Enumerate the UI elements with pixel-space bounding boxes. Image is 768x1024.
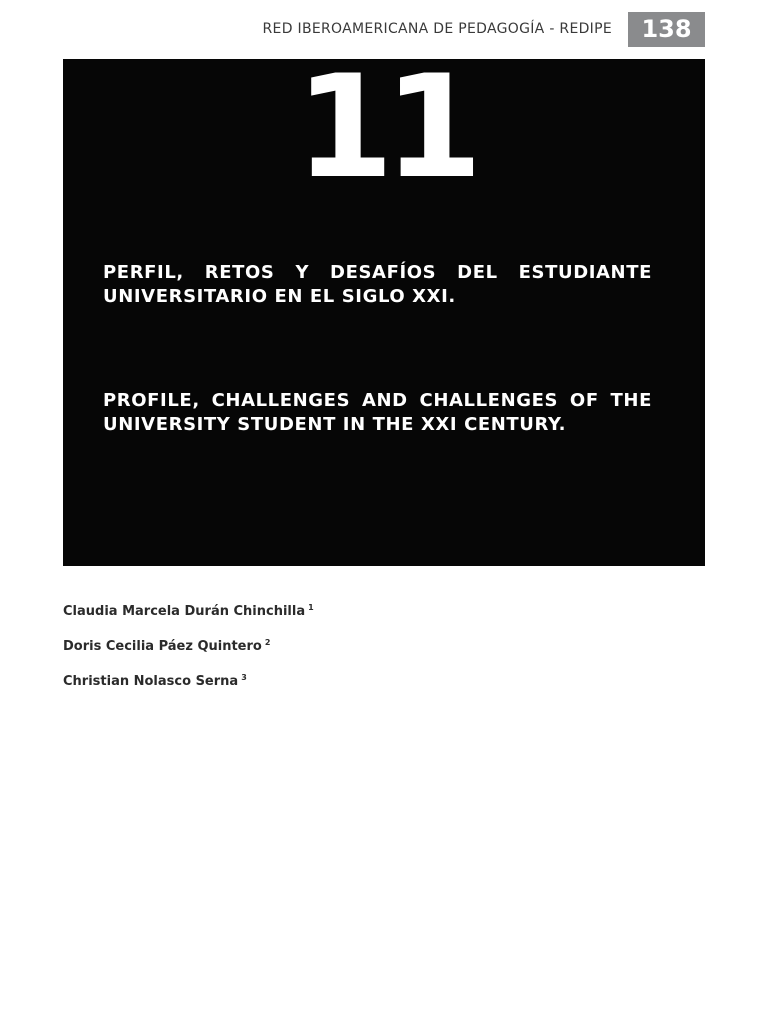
author-footnote-marker[interactable]: 2 [264, 638, 271, 647]
author-footnote-marker[interactable]: 3 [241, 673, 247, 682]
author-name: Christian Nolasco Serna [63, 674, 239, 689]
author-name: Doris Cecilia Páez Quintero [63, 639, 262, 654]
author-line [63, 633, 314, 668]
chapter-title-spanish: PERFIL, RETOS Y DESAFÍOS DEL ESTUDIANTE UNIVERSITARIO EN EL SIGLO XXI. [103, 262, 652, 307]
chapter-title-block [63, 45, 705, 566]
running-header: RED IBEROAMERICANA DE PEDAGOGÍA - REDIPE [262, 21, 612, 37]
author-footnote-marker[interactable]: 1 [308, 603, 314, 612]
author-name: Claudia Marcela Durán Chinchilla [63, 604, 306, 619]
author-line [63, 598, 314, 633]
author-list [63, 598, 314, 703]
page-number-badge: 138 [628, 12, 705, 47]
author-line [63, 668, 314, 703]
chapter-title-english: PROFILE, CHALLENGES AND CHALLENGES OF THE UNIVERSITY STUDENT IN THE XXI CENTURY. [103, 390, 652, 435]
chapter-number: 11 [295, 45, 473, 210]
